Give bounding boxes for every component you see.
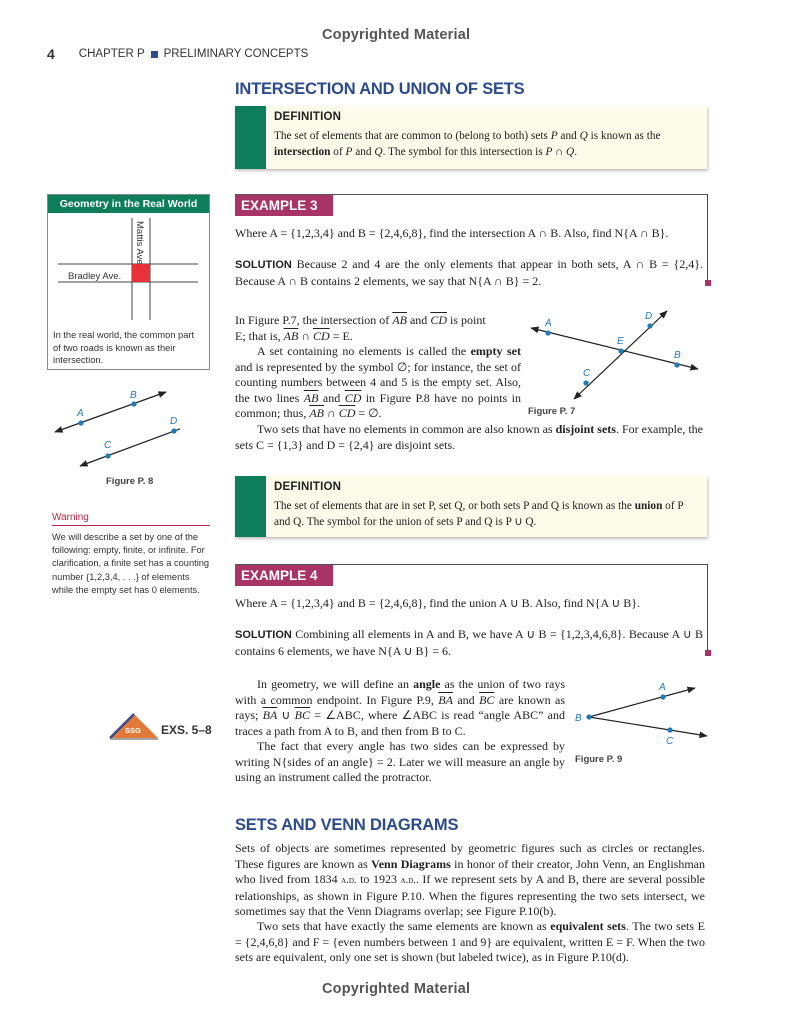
warning-text: We will describe a set by one of the following: empty, finite, or infinite. For clarification, a finite set has a counting number {1,2,3,4, . . .} of elements while the empty set has 0 elements.	[52, 532, 210, 595]
definition-text: The set of elements that are in set P, set Q, or both sets P and Q is known as the union of P and Q. The symbol for the union of sets P and Q is P ∪ Q.	[274, 500, 684, 528]
sidebar-geometry-real-world	[47, 194, 210, 370]
point-c	[583, 380, 588, 385]
point-c	[667, 727, 672, 732]
sidebar-title: Geometry in the Real World	[48, 195, 209, 213]
street-label-mattis: Mattis Ave.	[134, 221, 145, 268]
term-angle: angle	[413, 677, 441, 691]
example-end-marker	[705, 280, 711, 286]
term-disjoint-sets: disjoint sets	[555, 422, 616, 436]
point-b	[674, 362, 679, 367]
label-b: B	[575, 713, 582, 724]
label-a: A	[659, 682, 666, 693]
term-empty-set: empty set	[470, 344, 521, 358]
paragraph-angle: In geometry, we will define an angle as the union of two rays with a common endpoint. In Figure P.9, $\overline{BA}$ and $\overline{BC}$ are known as rays; $\overline{BA}$ ∪ $\overline{BC}$ = ∠ABC, where ∠ABC is read “angle ABC” and traces a path from A to B, and then from B to C. The fact that every angle has two sides can be expressed by writing N{sides of an angle} = 2. Later we will measure an angle by using an instrument called the protractor.	[235, 677, 566, 784]
label-c: C	[583, 368, 591, 379]
label-c: C	[104, 440, 112, 451]
definition-bar	[235, 476, 266, 537]
label-d: D	[170, 416, 178, 427]
line-cd	[574, 311, 667, 399]
street-label-bradley: Bradley Ave.	[68, 271, 122, 282]
point-b	[131, 401, 136, 406]
point-c	[105, 453, 110, 458]
ssg-exercises-label: EXS. 5–8	[161, 723, 212, 737]
point-a	[78, 420, 83, 425]
solution-label: SOLUTION	[235, 259, 292, 271]
point-a	[660, 694, 665, 699]
sidebar-caption: In the real world, the common part of two roads is known as their intersection.	[53, 330, 195, 365]
warning-note	[52, 512, 210, 597]
ray-bc	[589, 717, 707, 736]
figure-p9-angle	[575, 678, 715, 748]
label-a: A	[545, 318, 552, 329]
watermark-bottom: Copyrighted Material	[322, 981, 471, 997]
square-bullet-icon	[151, 51, 158, 58]
paragraph-venn-intro: Sets of objects are sometimes represented by geometric figures such as circles or rectangles. These figures are known as Venn Diagrams in honor of their creator, John Venn, an Englishman who lived from 1834 a.d. to 1923 a.d.. If we represent sets by A and B, there are several possible relationships, as shown in Figure P.10. When the figures representing the two sets intersect, we sometimes say that the Venn Diagrams overlap; see Figure P.10(b).	[235, 841, 705, 918]
chapter-label: CHAPTER P	[78, 48, 145, 60]
term-equivalent-sets: equivalent sets	[550, 919, 626, 933]
warning-heading: Warning	[52, 512, 210, 526]
label-d: D	[645, 311, 653, 322]
definition-box-intersection	[235, 106, 707, 169]
ray-ba	[589, 688, 695, 717]
example-3-solution: SOLUTION Because 2 and 4 are the only elements that appear in both sets, A ∩ B = {2,4}. Because A ∩ B contains 2 elements, we say that N{A ∩ B} = 2.	[235, 257, 703, 288]
line-ab	[55, 392, 166, 432]
solution-label: SOLUTION	[235, 629, 292, 641]
page-number: 4	[47, 46, 55, 62]
label-b: B	[130, 390, 137, 401]
point-d	[647, 323, 652, 328]
paragraph-disjoint-sets: Two sets that have no elements in common are also known as disjoint sets. For example, the sets C = {1,3} and D = {2,4} are disjoint sets.	[235, 422, 703, 452]
figure-p8-parallel-lines	[50, 388, 180, 473]
point-a	[545, 330, 550, 335]
figure-p9-caption: Figure P. 9	[575, 754, 623, 765]
example-3-label: EXAMPLE 3	[235, 195, 333, 216]
point-b	[586, 714, 591, 719]
definition-bar	[235, 106, 266, 169]
definition-text: The set of elements that are common to (belong to both) sets P and Q is known as the intersection of P and Q. The symbol for this intersection is P ∩ Q.	[274, 130, 661, 158]
figure-p8-caption: Figure P. 8	[106, 476, 154, 487]
definition-box-union	[235, 476, 707, 537]
term-venn-diagrams: Venn Diagrams	[371, 856, 451, 871]
term-intersection: intersection	[274, 145, 331, 158]
section-heading-intersection-union: INTERSECTION AND UNION OF SETS	[235, 80, 525, 98]
running-head	[47, 46, 308, 62]
watermark-top: Copyrighted Material	[322, 27, 471, 43]
section-heading-venn: SETS AND VENN DIAGRAMS	[235, 816, 459, 834]
chapter-title: PRELIMINARY CONCEPTS	[163, 48, 309, 60]
example-3-problem: Where A = {1,2,3,4} and B = {2,4,6,8}, find the intersection A ∩ B. Also, find N{A ∩ B}.	[235, 226, 669, 240]
figure-p7-intersecting-lines	[525, 304, 715, 404]
ssg-exercises-link[interactable]	[108, 712, 228, 742]
line-cd	[80, 420, 180, 466]
example-4-problem: Where A = {1,2,3,4} and B = {2,4,6,8}, find the union A ∪ B. Also, find N{A ∪ B}.	[235, 596, 640, 610]
line-ab	[531, 328, 698, 369]
point-d	[171, 428, 176, 433]
example-end-marker	[705, 650, 711, 656]
term-union: union	[634, 500, 663, 512]
label-e: E	[617, 336, 624, 347]
point-e	[618, 348, 623, 353]
example-4-solution: SOLUTION Combining all elements in A and B, we have A ∪ B = {1,2,3,4,6,8}. Because A ∪ B contains 6 elements, we have N{A ∪ B} = 6.	[235, 627, 704, 658]
example-4-label: EXAMPLE 4	[235, 565, 333, 586]
label-c: C	[666, 736, 674, 747]
paragraph-figure-p7: In Figure P.7, the intersection of $\overline{AB}$ and $\overline{CD}$ is point E; that is, $\overline{AB}$ ∩ $\overline{CD} = E$. A set containing no elements is called the empty set and is represented by the symbol ∅; for instance, the set of counting numbers between 4 and 5 is the empty set. Also, the two lines $\overline{AB}$ and $\overline{CD}$ in Figure P.8 have no points in common; thus, $\overline{AB}$ ∩ $\overline{CD}$ = ∅.	[235, 313, 522, 420]
paragraph-equivalent-sets: Two sets that have exactly the same elements are known as equivalent sets. The two sets E = {2,4,6,8} and F = {even numbers between 1 and 9} are equivalent, written E = F. When the two sets are equivalent, only one set is shown (but labeled twice), as in Figure P.10(d).	[235, 919, 705, 964]
label-b: B	[674, 350, 681, 361]
label-a: A	[77, 408, 84, 419]
figure-p7-caption: Figure P. 7	[528, 406, 576, 417]
definition-label: DEFINITION	[274, 481, 342, 493]
ssg-badge-label: SSG	[125, 726, 141, 735]
definition-label: DEFINITION	[274, 111, 342, 123]
